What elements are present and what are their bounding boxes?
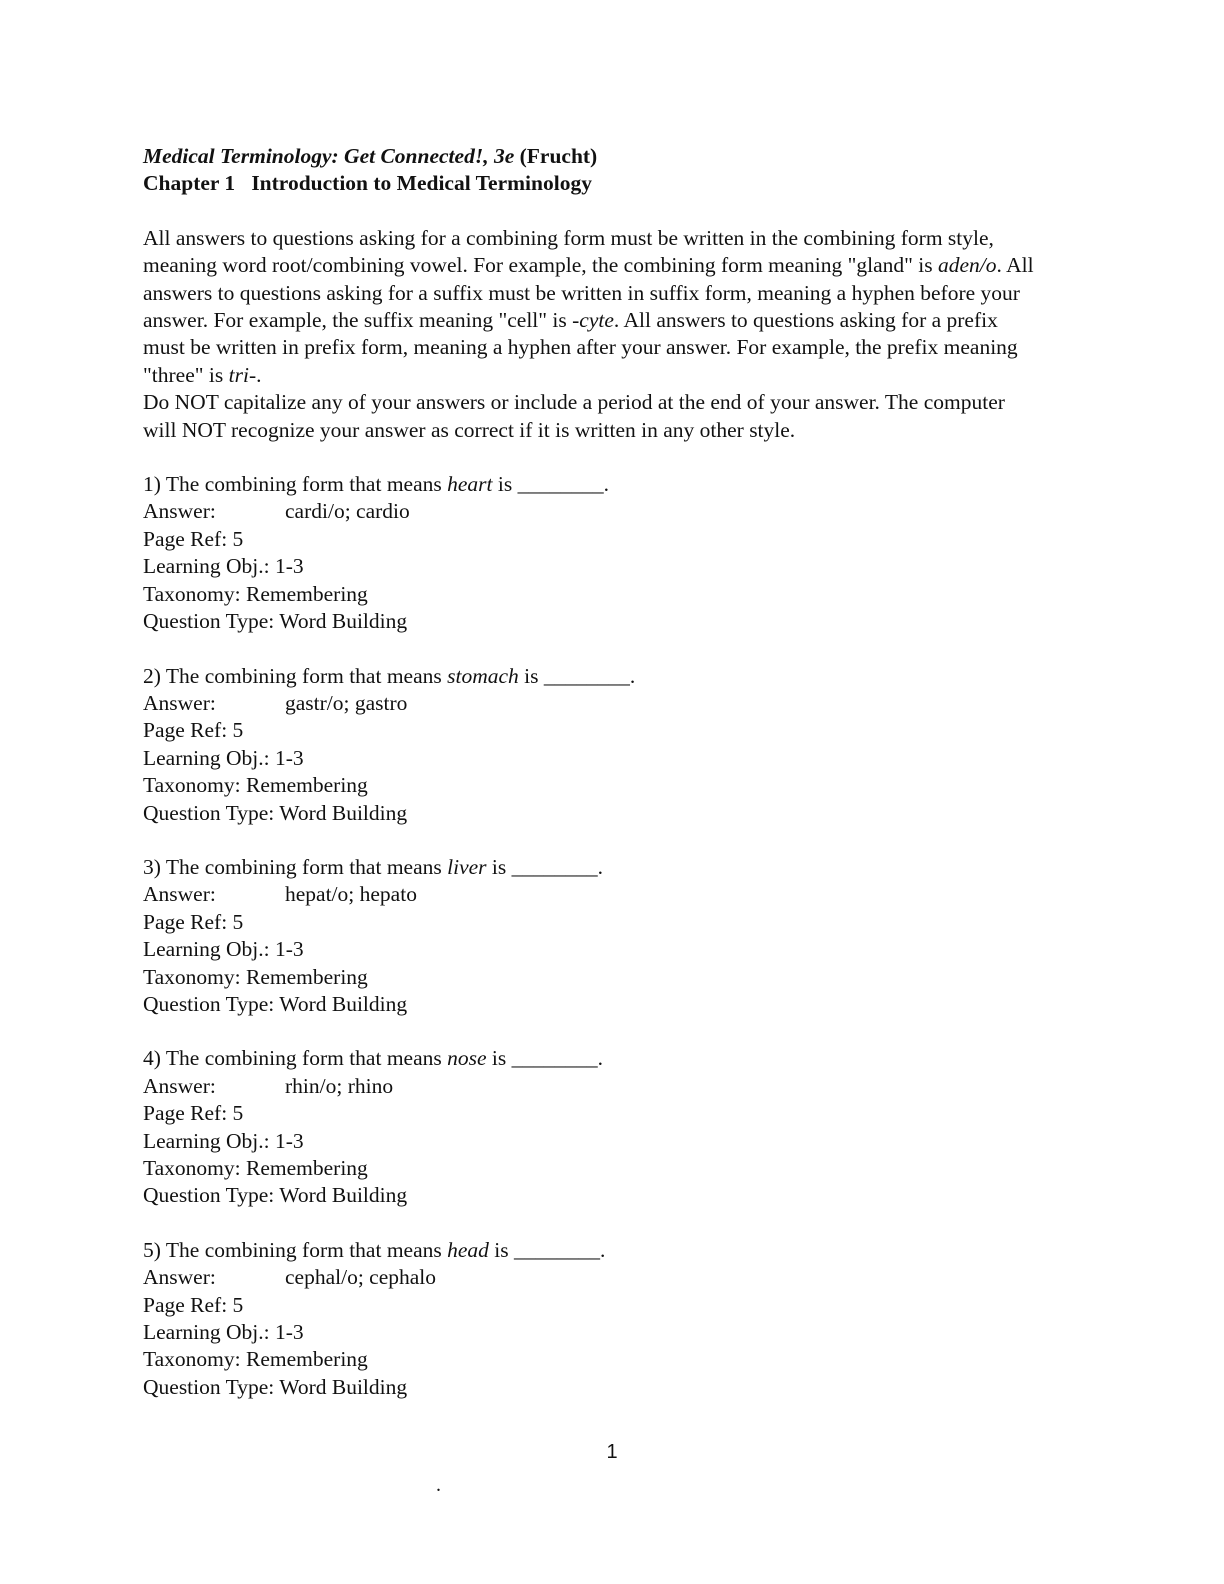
taxonomy: Taxonomy: Remembering <box>143 773 368 798</box>
question-suffix: is <box>486 1046 512 1071</box>
answer-blank: ________. <box>543 663 636 688</box>
learning-objective: Learning Obj.: 1-3 <box>143 937 304 962</box>
answer-label: Answer: <box>143 690 216 715</box>
page-number: 1 <box>606 1441 618 1463</box>
question-prefix: 1) The combining form that means <box>143 472 448 497</box>
answer-blank: ________. <box>514 1237 606 1262</box>
page-ref: Page Ref: 5 <box>143 718 244 743</box>
question-suffix: is <box>492 472 518 497</box>
document-page <box>143 143 1043 1401</box>
answer-value: cephal/o; cephalo <box>285 1265 437 1290</box>
example-combining-form: aden/o <box>938 253 997 278</box>
question-list <box>143 471 1043 1401</box>
example-suffix: -cyte <box>572 308 614 333</box>
answer-value: gastr/o; gastro <box>285 690 408 715</box>
page-ref: Page Ref: 5 <box>143 909 244 934</box>
answer-value: cardi/o; cardio <box>285 499 410 524</box>
answer-row <box>143 690 1043 717</box>
chapter-number: Chapter 1 <box>143 171 236 196</box>
instructions-text-a: All answers to questions asking for a combining form must be written in the combining form style, meaning word root/combining vowel. For example, the combining form meaning "gland" is <box>143 225 994 278</box>
instructions-paragraph-1 <box>143 225 1043 389</box>
learning-objective: Learning Obj.: 1-3 <box>143 1320 304 1345</box>
question-item <box>143 1045 1043 1209</box>
answer-row <box>143 881 1043 908</box>
instructions-text-b: . All answers to questions asking for a suffix must be written in suffix form, meaning a hyphen before your answer. For example, the suffix meaning "cell" is <box>143 253 1034 333</box>
question-suffix: is <box>518 663 544 688</box>
question-stem <box>143 1045 1043 1072</box>
page-ref: Page Ref: 5 <box>143 526 244 551</box>
answer-label: Answer: <box>143 1265 216 1290</box>
question-prefix: 5) The combining form that means <box>143 1237 448 1262</box>
question-term: head <box>447 1237 489 1262</box>
instructions-text-c: . All answers to questions asking for a prefix must be written in prefix form, meaning a hyphen after your answer. For example, the prefix meaning "three" is <box>143 308 1018 387</box>
answer-blank: ________. <box>517 472 609 497</box>
page-ref: Page Ref: 5 <box>143 1292 244 1317</box>
page-ref: Page Ref: 5 <box>143 1101 244 1126</box>
book-author: (Frucht) <box>519 144 598 168</box>
instructions <box>143 225 1043 444</box>
taxonomy: Taxonomy: Remembering <box>143 1347 368 1372</box>
learning-objective: Learning Obj.: 1-3 <box>143 1128 304 1153</box>
question-stem <box>143 854 1043 881</box>
question-prefix: 3) The combining form that means <box>143 854 448 879</box>
taxonomy: Taxonomy: Remembering <box>143 1156 368 1180</box>
question-suffix: is <box>486 854 512 879</box>
question-term: heart <box>447 472 493 497</box>
answer-row <box>143 1073 1043 1100</box>
answer-label: Answer: <box>143 1073 216 1098</box>
instructions-paragraph-2: Do NOT capitalize any of your answers or include a period at the end of your answer. The computer will NOT recognize your answer as correct if it is written in any other style. <box>143 390 1005 442</box>
question-stem <box>143 663 1043 690</box>
question-item <box>143 1237 1043 1401</box>
learning-objective: Learning Obj.: 1-3 <box>143 554 304 579</box>
answer-label: Answer: <box>143 882 216 907</box>
question-term: liver <box>447 854 487 879</box>
question-type: Question Type: Word Building <box>143 609 408 634</box>
footer-dot: . <box>436 1474 441 1496</box>
question-type: Question Type: Word Building <box>143 991 408 1016</box>
book-title: Medical Terminology: Get Connected!, 3e <box>143 144 515 168</box>
question-item <box>143 471 1043 635</box>
taxonomy: Taxonomy: Remembering <box>143 964 368 989</box>
question-item <box>143 663 1043 827</box>
answer-value: hepat/o; hepato <box>285 882 417 907</box>
answer-label: Answer: <box>143 499 216 524</box>
answer-value: rhin/o; rhino <box>285 1073 394 1098</box>
chapter-title: Introduction to Medical Terminology <box>251 171 592 196</box>
question-suffix: is <box>488 1237 515 1262</box>
example-prefix: tri- <box>228 362 257 387</box>
question-term: stomach <box>447 663 519 688</box>
question-term: nose <box>447 1046 487 1071</box>
taxonomy: Taxonomy: Remembering <box>143 581 368 606</box>
answer-blank: ________. <box>511 854 603 879</box>
document-title <box>143 143 1043 170</box>
question-item <box>143 854 1043 1018</box>
question-type: Question Type: Word Building <box>143 1374 408 1399</box>
question-type: Question Type: Word Building <box>143 1183 408 1208</box>
question-type: Question Type: Word Building <box>143 800 408 825</box>
instructions-text-d: . <box>256 362 262 387</box>
answer-blank: ________. <box>511 1046 604 1071</box>
chapter-heading <box>143 170 1043 197</box>
question-stem <box>143 471 1043 498</box>
question-prefix: 2) The combining form that means <box>143 663 448 688</box>
learning-objective: Learning Obj.: 1-3 <box>143 745 304 770</box>
question-prefix: 4) The combining form that means <box>143 1046 448 1071</box>
answer-row <box>143 498 1043 525</box>
question-stem <box>143 1237 1043 1264</box>
answer-row <box>143 1264 1043 1291</box>
